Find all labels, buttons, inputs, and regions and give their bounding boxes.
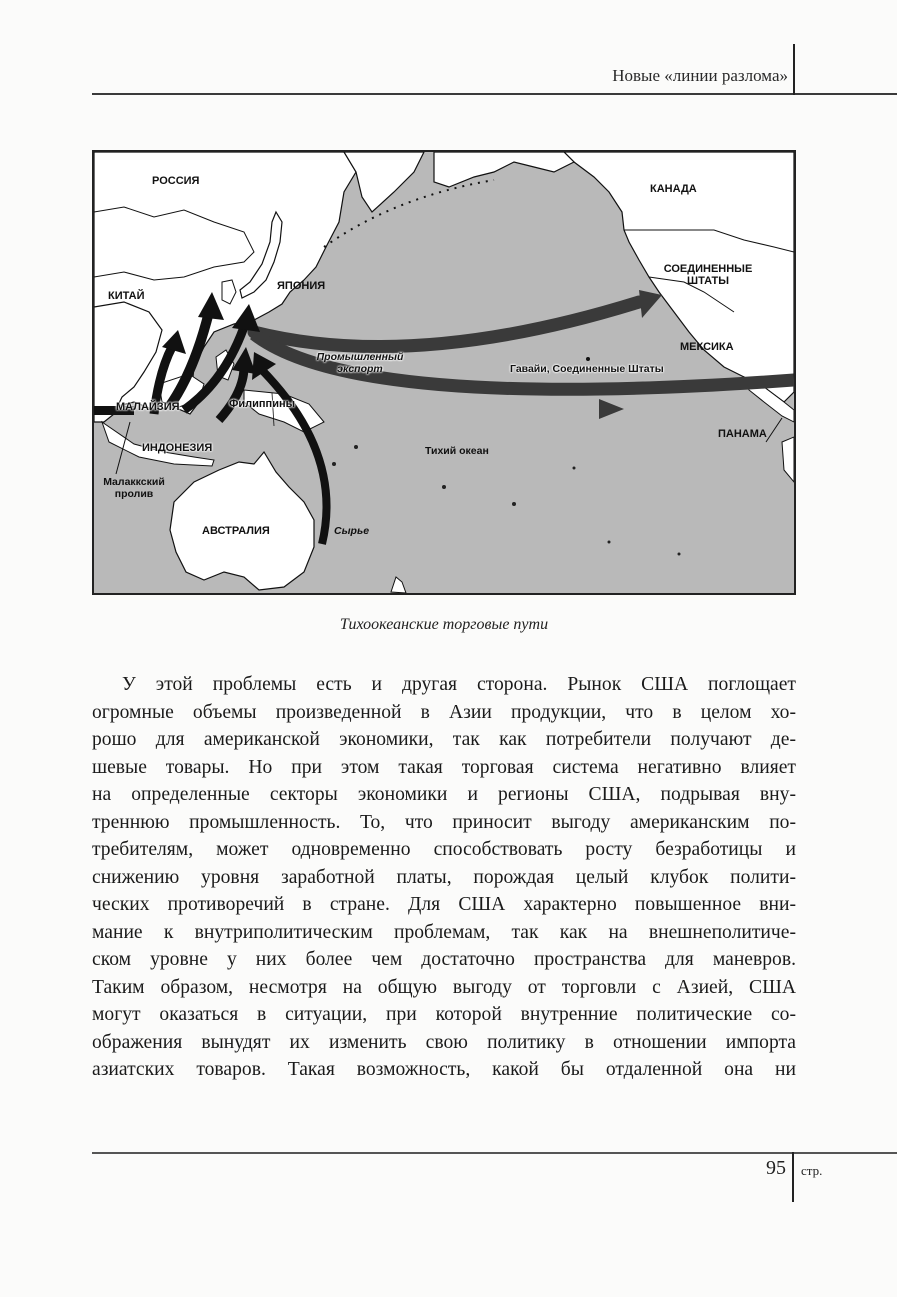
label-indonesia: ИНДОНЕЗИЯ bbox=[142, 442, 213, 454]
body-line: Таким образом, несмотря на общую выгоду от торговли с Азией, США bbox=[92, 976, 796, 998]
figure-caption: Тихоокеанские торговые пути bbox=[339, 616, 549, 633]
body-line: огромные объемы произведенной в Азии продукции, что в целом хо- bbox=[92, 701, 796, 723]
pacific-trade-routes-map bbox=[92, 150, 796, 595]
footer-rule bbox=[92, 1152, 897, 1154]
running-header-title: Новые «линии разлома» bbox=[612, 66, 788, 85]
body-line: мание к внутриполитическим проблемам, так как на внешнеполитиче- bbox=[92, 921, 796, 943]
label-philippines: Филиппины bbox=[229, 398, 295, 410]
body-line: рошо для американской экономики, так как потребители получают де- bbox=[92, 729, 796, 750]
map-graphic bbox=[94, 152, 794, 593]
label-malaysia: МАЛАЙЗИЯ bbox=[116, 401, 180, 413]
body-line: ском уровне у них более чем достаточно пространства для маневров. bbox=[92, 949, 796, 970]
body-line: азиатских товаров. Такая возможность, какой бы отдаленной она ни bbox=[92, 1059, 796, 1080]
label-malacca-strait-line1: Малаккский bbox=[103, 476, 165, 488]
label-mexico: МЕКСИКА bbox=[680, 341, 734, 353]
body-paragraph bbox=[92, 671, 796, 1084]
label-malacca-strait bbox=[94, 476, 174, 500]
label-hawaii: Гавайи, Соединенные Штаты bbox=[510, 363, 664, 375]
label-china: КИТАЙ bbox=[108, 290, 145, 302]
footer-vertical-bar bbox=[792, 1152, 794, 1202]
header-rule bbox=[92, 93, 897, 95]
body-line: снижению уровня заработной платы, порождая целый клубок полити- bbox=[92, 866, 796, 888]
page-suffix: стр. bbox=[801, 1163, 823, 1178]
body-line: ображения вынудят их изменить свою политику в отношении импорта bbox=[92, 1031, 796, 1053]
label-industrial-export-line2: экспорт bbox=[337, 363, 383, 375]
label-united-states bbox=[654, 263, 762, 287]
body-line: требителям, может одновременно способствовать росту безработицы и bbox=[92, 839, 796, 860]
label-united-states-line2: ШТАТЫ bbox=[687, 275, 729, 287]
body-line: на определенные секторы экономики и регионы США, подрывая вну- bbox=[92, 784, 796, 805]
label-japan: ЯПОНИЯ bbox=[277, 280, 326, 292]
label-raw-materials: Сырье bbox=[334, 525, 370, 537]
label-industrial-export bbox=[308, 351, 412, 375]
label-malacca-strait-line2: пролив bbox=[114, 488, 154, 500]
label-russia: РОССИЯ bbox=[152, 175, 200, 187]
page-number: 95 bbox=[766, 1157, 786, 1179]
body-line: треннюю промышленность. То, что приносит выгоду американским по- bbox=[92, 811, 796, 833]
label-industrial-export-line1: Промышленный bbox=[316, 351, 404, 363]
body-line: могут оказаться в ситуации, при которой внутренние политические со- bbox=[92, 1004, 796, 1025]
label-canada: КАНАДА bbox=[650, 183, 697, 195]
label-pacific-ocean: Тихий океан bbox=[425, 445, 489, 457]
label-panama: ПАНАМА bbox=[718, 428, 767, 440]
label-united-states-line1: СОЕДИНЕННЫЕ bbox=[663, 263, 753, 275]
label-australia: АВСТРАЛИЯ bbox=[202, 525, 270, 537]
header-vertical-bar bbox=[793, 44, 795, 95]
body-line: ческих противоречий в стране. Для США характерно повышенное вни- bbox=[92, 894, 796, 915]
body-line: У этой проблемы есть и другая сторона. Рынок США поглощает bbox=[122, 674, 796, 695]
body-line: шевые товары. Но при этом такая торговая система негативно влияет bbox=[92, 756, 796, 778]
